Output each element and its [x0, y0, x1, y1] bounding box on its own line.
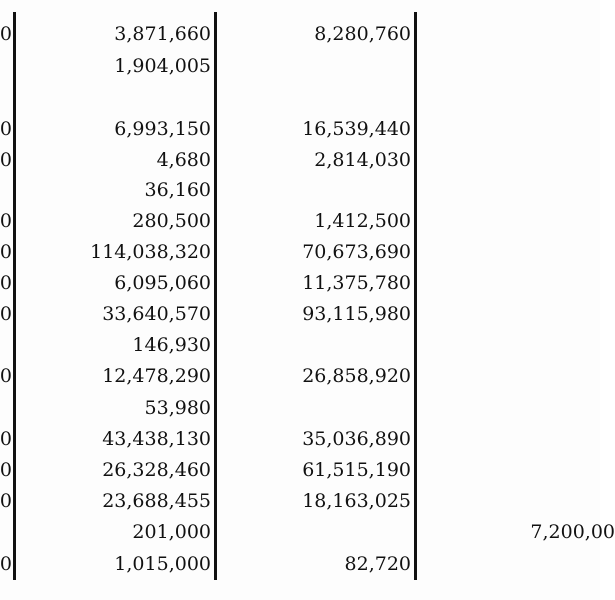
cell-col-2: 35,036,890 [302, 428, 411, 450]
cell-col-1: 26,328,460 [102, 459, 211, 481]
cell-col-2: 11,375,780 [302, 272, 411, 294]
cell-col-2: 16,539,440 [302, 118, 411, 140]
cell-col-3: 7,200,00 [530, 521, 615, 543]
cell-col-0 [0, 175, 12, 205]
cell-col-3 [430, 330, 615, 360]
cell-col-0: 0 [0, 210, 12, 232]
cell-col-2: 8,280,760 [314, 23, 411, 45]
cell-col-1: 23,688,455 [102, 490, 211, 512]
cell-col-3 [430, 549, 615, 579]
cell-col-0: 0 [0, 149, 12, 171]
cell-col-2: 82,720 [344, 553, 411, 575]
cell-col-1: 1,904,005 [114, 55, 211, 77]
cell-col-2: 18,163,025 [302, 490, 411, 512]
cell-col-2: 2,814,030 [314, 149, 411, 171]
cell-col-2: 70,673,690 [302, 241, 411, 263]
cell-col-2: 61,515,190 [302, 459, 411, 481]
cell-col-3 [430, 114, 615, 144]
table-row [0, 19, 600, 49]
table-row [0, 424, 600, 454]
cell-col-1: 3,871,660 [114, 23, 211, 45]
cell-col-2 [240, 393, 411, 423]
cell-col-3 [430, 299, 615, 329]
cell-col-0: 0 [0, 241, 12, 263]
table-row [0, 393, 600, 423]
cell-col-0 [0, 51, 12, 81]
cell-col-2 [240, 517, 411, 547]
cell-col-0: 0 [0, 23, 12, 45]
cell-col-0 [0, 517, 12, 547]
table-row [0, 114, 600, 144]
cell-col-0: 0 [0, 553, 12, 575]
cell-col-2 [240, 175, 411, 205]
cell-col-0: 0 [0, 459, 12, 481]
table-row [0, 299, 600, 329]
table-row [0, 206, 600, 236]
cell-col-0: 0 [0, 365, 12, 387]
cell-col-1: 201,000 [132, 521, 211, 543]
cell-col-2 [240, 83, 411, 113]
table-row [0, 361, 600, 391]
cell-col-3 [430, 393, 615, 423]
cell-col-1 [40, 83, 211, 113]
cell-col-3 [430, 237, 615, 267]
table-row [0, 237, 600, 267]
cell-col-0: 0 [0, 490, 12, 512]
table-row [0, 517, 615, 547]
cell-col-1: 1,015,000 [114, 553, 211, 575]
cell-col-1: 53,980 [144, 397, 211, 419]
cell-col-3 [430, 455, 615, 485]
table-row [0, 175, 600, 205]
cell-col-3 [430, 424, 615, 454]
cell-col-1: 4,680 [156, 149, 211, 171]
cell-col-1: 280,500 [132, 210, 211, 232]
cell-col-0: 0 [0, 118, 12, 140]
cell-col-2: 1,412,500 [314, 210, 411, 232]
cell-col-1: 12,478,290 [102, 365, 211, 387]
cell-col-3 [430, 83, 615, 113]
cell-col-3 [430, 51, 615, 81]
cell-col-1: 36,160 [144, 179, 211, 201]
cell-col-2: 26,858,920 [302, 365, 411, 387]
cell-col-3 [430, 361, 615, 391]
cell-col-0 [0, 83, 12, 113]
table-row [0, 549, 600, 579]
table-row [0, 486, 600, 516]
cell-col-0: 0 [0, 303, 12, 325]
cell-col-1: 33,640,570 [102, 303, 211, 325]
cell-col-3 [430, 19, 615, 49]
table-row [0, 51, 600, 81]
cell-col-3 [430, 145, 615, 175]
cell-col-0: 0 [0, 428, 12, 450]
cell-col-1: 114,038,320 [90, 241, 211, 263]
cell-col-2: 93,115,980 [302, 303, 411, 325]
cell-col-3 [430, 175, 615, 205]
cell-col-1: 6,095,060 [114, 272, 211, 294]
cell-col-0: 0 [0, 272, 12, 294]
cell-col-3 [430, 486, 615, 516]
cell-col-2 [240, 51, 411, 81]
table-row [0, 145, 600, 175]
table-row [0, 330, 600, 360]
cell-col-0 [0, 330, 12, 360]
cell-col-1: 146,930 [132, 334, 211, 356]
cell-col-1: 43,438,130 [102, 428, 211, 450]
table-row [0, 83, 600, 113]
cell-col-1: 6,993,150 [114, 118, 211, 140]
cell-col-0 [0, 393, 12, 423]
table-row [0, 268, 600, 298]
cell-col-3 [430, 206, 615, 236]
cell-col-2 [240, 330, 411, 360]
cell-col-3 [430, 268, 615, 298]
table-row [0, 455, 600, 485]
